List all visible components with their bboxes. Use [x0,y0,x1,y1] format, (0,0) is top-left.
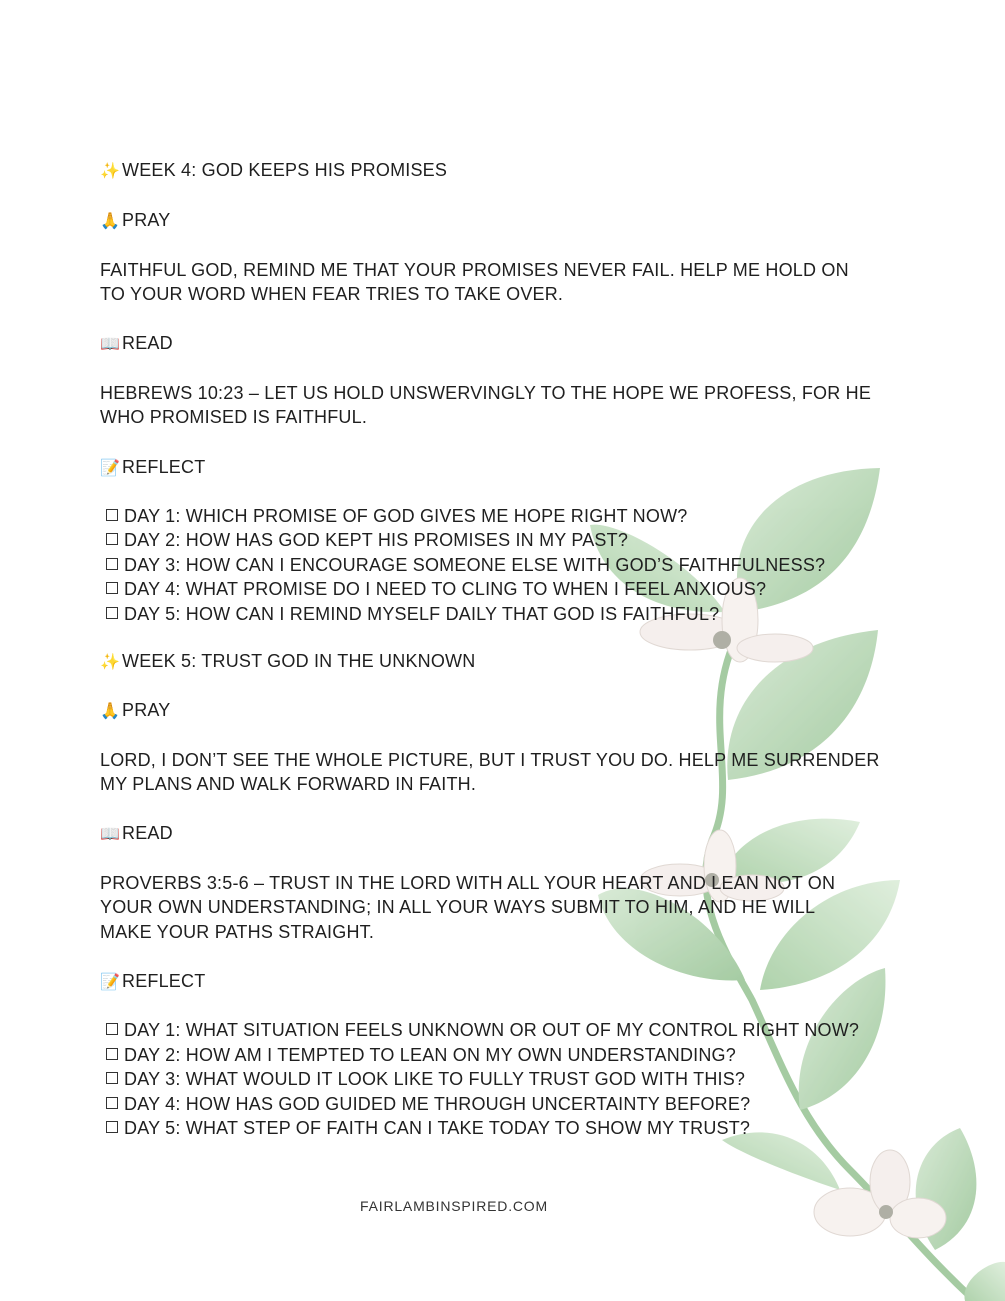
footer-url[interactable]: FAIRLAMBINSPIRED.COM [360,1198,548,1214]
checkbox-icon[interactable] [106,1023,118,1035]
week4-prayer-line: FAITHFUL GOD, REMIND ME THAT YOUR PROMISES NEVER FAIL. HELP ME HOLD ON [100,260,849,280]
week5-scripture-line: MAKE YOUR PATHS STRAIGHT. [100,922,375,942]
week4-day-item[interactable]: DAY 5: HOW CAN I REMIND MYSELF DAILY THAT GOD IS FAITHFUL? [100,602,719,626]
checkbox-icon[interactable] [106,607,118,619]
week5-reflect-label: 📝 REFLECT [100,969,205,995]
week4-day-item[interactable]: DAY 2: HOW HAS GOD KEPT HIS PROMISES IN MY PAST? [100,528,628,552]
week4-read-label: 📖 READ [100,331,173,357]
week4-prayer-line: TO YOUR WORD WHEN FEAR TRIES TO TAKE OVER. [100,284,564,304]
week4-day-item[interactable]: DAY 3: HOW CAN I ENCOURAGE SOMEONE ELSE WITH GOD’S FAITHFULNESS? [100,553,825,577]
week4-day-item[interactable]: DAY 4: WHAT PROMISE DO I NEED TO CLING TO WHEN I FEEL ANXIOUS? [100,577,766,601]
week5-read-label: 📖 READ [100,821,173,847]
week5-prayer-line: LORD, I DON’T SEE THE WHOLE PICTURE, BUT I TRUST YOU DO. HELP ME SURRENDER [100,750,880,770]
checkbox-icon[interactable] [106,1072,118,1084]
week5-scripture-line: YOUR OWN UNDERSTANDING; IN ALL YOUR WAYS SUBMIT TO HIM, AND HE WILL [100,897,816,917]
week5-day-item[interactable]: DAY 4: HOW HAS GOD GUIDED ME THROUGH UNCERTAINTY BEFORE? [100,1092,750,1116]
week4-day-item[interactable]: DAY 1: WHICH PROMISE OF GOD GIVES ME HOPE RIGHT NOW? [100,504,687,528]
checkbox-icon[interactable] [106,533,118,545]
leaf [964,1262,1005,1301]
week5-pray-label: 🙏 PRAY [100,698,170,724]
week4-heading: ✨ WEEK 4: GOD KEEPS HIS PROMISES [100,158,447,184]
week5-day-item[interactable]: DAY 5: WHAT STEP OF FAITH CAN I TAKE TODAY TO SHOW MY TRUST? [100,1116,750,1140]
checkbox-icon[interactable] [106,1121,118,1133]
week4-pray-label: 🙏 PRAY [100,208,170,234]
checkbox-icon[interactable] [106,1048,118,1060]
week5-prayer-line: MY PLANS AND WALK FORWARD IN FAITH. [100,774,477,794]
memo-icon: 📝 [100,974,121,991]
sparkles-icon: ✨ [100,654,121,671]
week4-reflect-label: 📝 REFLECT [100,455,205,481]
checkbox-icon[interactable] [106,582,118,594]
praying-hands-icon: 🙏 [100,703,121,720]
checkbox-icon[interactable] [106,509,118,521]
week5-heading: ✨ WEEK 5: TRUST GOD IN THE UNKNOWN [100,649,475,675]
week4-scripture-line: WHO PROMISED IS FAITHFUL. [100,407,368,427]
week4-scripture-line: HEBREWS 10:23 – LET US HOLD UNSWERVINGLY TO THE HOPE WE PROFESS, FOR HE [100,383,872,403]
open-book-icon: 📖 [100,826,121,843]
week5-day-item[interactable]: DAY 1: WHAT SITUATION FEELS UNKNOWN OR OUT OF MY CONTROL RIGHT NOW? [100,1018,859,1042]
week5-scripture-line: PROVERBS 3:5-6 – TRUST IN THE LORD WITH ALL YOUR HEART AND LEAN NOT ON [100,873,836,893]
memo-icon: 📝 [100,460,121,477]
week5-day-item[interactable]: DAY 2: HOW AM I TEMPTED TO LEAN ON MY OWN UNDERSTANDING? [100,1043,736,1067]
checkbox-icon[interactable] [106,1097,118,1109]
sparkles-icon: ✨ [100,163,121,180]
checkbox-icon[interactable] [106,558,118,570]
week5-day-item[interactable]: DAY 3: WHAT WOULD IT LOOK LIKE TO FULLY TRUST GOD WITH THIS? [100,1067,745,1091]
open-book-icon: 📖 [100,336,121,353]
praying-hands-icon: 🙏 [100,213,121,230]
